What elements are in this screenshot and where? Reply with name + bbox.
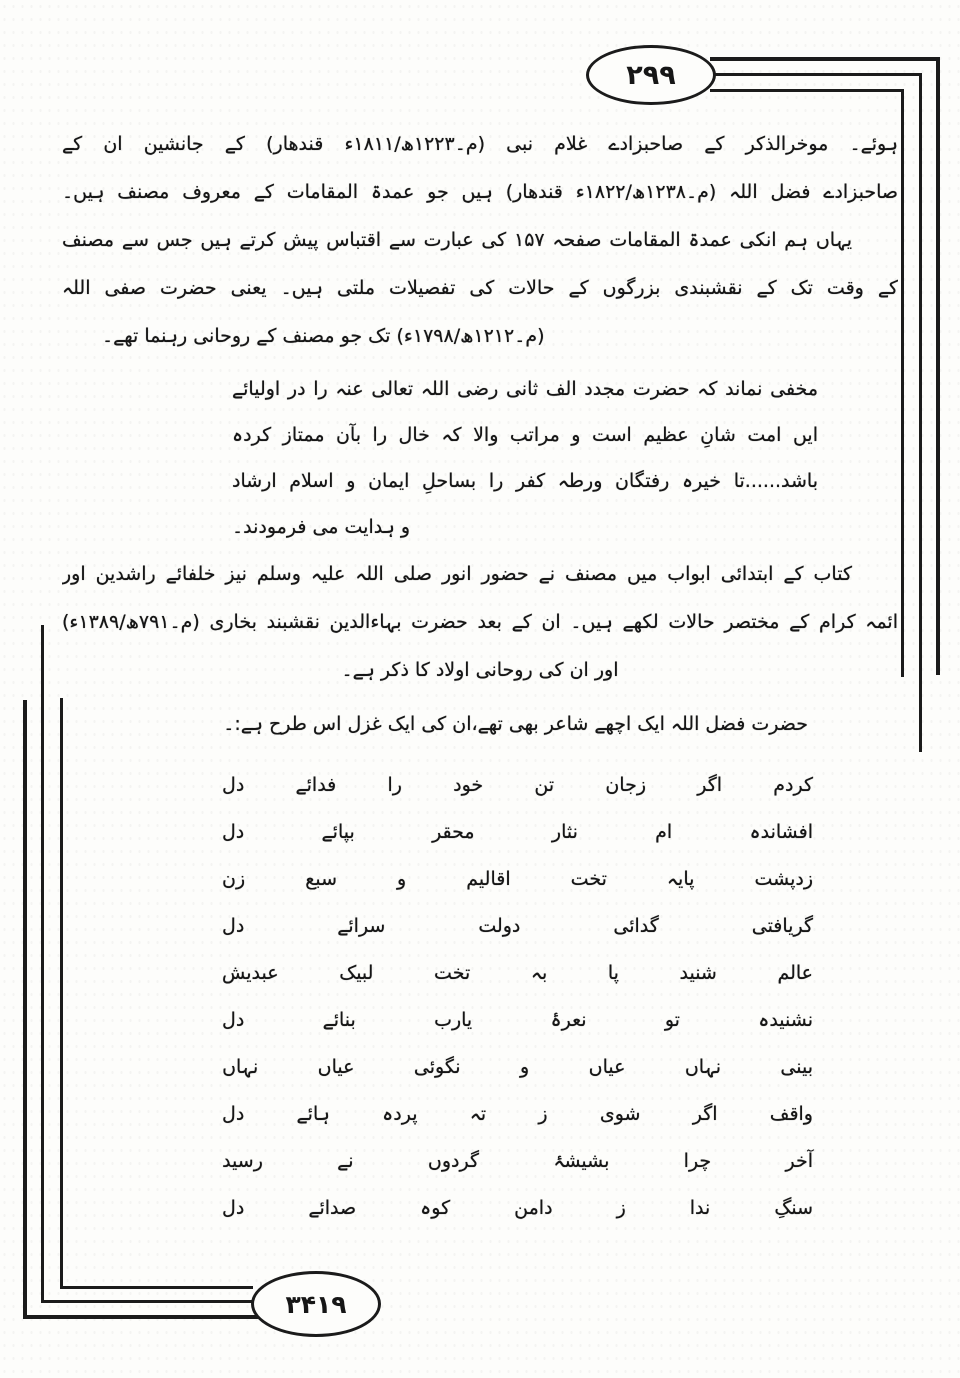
poem-word: لبیک <box>339 962 374 984</box>
quote-line1: مخفی نماند کہ حضرت مجدد الف ثانی رضی اللہ تعالی عنہ را در اولیائے <box>232 378 818 400</box>
poem-word: بہ <box>530 962 548 984</box>
page-text <box>62 120 898 1232</box>
poem-word: تہ <box>469 1103 487 1125</box>
poem-word: دل <box>222 821 245 843</box>
poem-word: عیاں <box>588 1056 626 1078</box>
top-page-number: ۲۹۹ <box>626 59 676 91</box>
quote-line2: ایں امت شانِ عظیم است و مراتب والا کہ خال را بآن ممتاز کردہ <box>232 424 818 446</box>
poem-word: دل <box>222 774 245 796</box>
poem-word: گریافتی <box>751 915 813 937</box>
frame-left-outer-line <box>23 700 27 1319</box>
poem-word: عبدیش <box>222 962 279 984</box>
poem-line <box>222 856 813 903</box>
poem-word: افشاندہ <box>749 821 813 843</box>
poem-word: یارب <box>434 1009 473 1031</box>
poem-word: را <box>387 774 402 796</box>
poem-line <box>222 762 813 809</box>
poem-word: اگر <box>697 774 723 796</box>
poem-word: سنگِ <box>774 1197 813 1219</box>
poem-word: تو <box>664 1009 680 1031</box>
poem-word: ز <box>616 1197 626 1219</box>
poem-line <box>222 903 813 950</box>
top-page-number-cartouche <box>586 45 716 105</box>
poem-word: فدائے <box>295 774 337 796</box>
para3-line1: کتاب کے ابتدائی ابواب میں مصنف نے حضور انور صلی اللہ علیہ وسلم نیز خلفائے راشدین اور <box>62 563 852 585</box>
poem-word: بنائے <box>322 1009 356 1031</box>
poem-word: سرائے <box>337 915 386 937</box>
poem-word: دل <box>222 915 245 937</box>
poem-word: ام <box>655 821 673 843</box>
poem-line <box>222 1138 813 1185</box>
poem-word: زن <box>222 868 246 890</box>
poem-word: اقالیم <box>466 868 511 890</box>
poem-word: تخت <box>434 962 471 984</box>
poem-word: واقف <box>769 1103 813 1125</box>
frame-top-inner-line <box>710 89 904 92</box>
poem-word: ز <box>538 1103 548 1125</box>
poem-word: پا <box>607 962 619 984</box>
poem-word: شنید <box>679 962 717 984</box>
poem-word: محقر <box>432 821 475 843</box>
poem-word: نہاں <box>684 1056 721 1078</box>
para1-line2: صاحبزادے فضل اللہ (م۔۱۲۳۸ھ/۱۸۲۲ء قندھار) ہیں جو عمدۃ المقامات کے معروف مصنف ہیں۔ <box>62 181 898 203</box>
frame-bottom-outer-line <box>23 1315 258 1319</box>
poem-word: نہاں <box>222 1056 259 1078</box>
poem-word: پردہ <box>382 1103 418 1125</box>
poem-line <box>222 1185 813 1232</box>
frame-bottom-middle-line <box>41 1300 255 1303</box>
poem-word: نثار <box>551 821 578 843</box>
poem-word: خود <box>453 774 484 796</box>
poem-word: دامن <box>514 1197 553 1219</box>
poem-word: شوی <box>599 1103 641 1125</box>
quote-line4: و ہدایت می فرمودند۔ <box>232 516 411 538</box>
frame-right-middle-line <box>919 73 922 752</box>
para3-line2: ائمہ کرام کے مختصر حالات لکھے ہیں۔ ان کے بعد حضرت بہاءالدین نقشبند بخاری (م۔۷۹۱ھ/۱۳۸۹ء) <box>62 611 898 633</box>
poem-word: زدپشت <box>754 868 813 890</box>
poem-word: نگوئی <box>413 1056 461 1078</box>
poem-word: نے <box>337 1150 354 1172</box>
para3-line3: اور ان کی روحانی اولاد کا ذکر ہے۔ <box>341 659 619 681</box>
frame-right-outer-line <box>936 57 940 675</box>
ghazal-poem <box>222 762 813 1232</box>
poem-word: اگر <box>692 1103 718 1125</box>
poem-word: رسید <box>222 1150 263 1172</box>
poem-line <box>222 950 813 997</box>
poem-word: دل <box>222 1197 245 1219</box>
poem-word: زجان <box>605 774 647 796</box>
poem-word: دل <box>222 1009 245 1031</box>
poem-word: عالم <box>777 962 813 984</box>
poem-word: گدائی <box>613 915 659 937</box>
bottom-page-number-cartouche <box>251 1271 381 1337</box>
poem-word: بپائے <box>321 821 355 843</box>
poem-word: ندا <box>689 1197 711 1219</box>
para2-line3: (م۔۱۲۱۲ھ/۱۷۹۸ء) تک جو مصنف کے روحانی رہنما تھے۔ <box>102 325 545 347</box>
poem-word: ہائے <box>296 1103 330 1125</box>
frame-top-middle-line <box>710 73 922 76</box>
poem-word: بینی <box>780 1056 813 1078</box>
poem-word: تن <box>534 774 555 796</box>
frame-left-middle-line <box>41 625 44 1303</box>
para2-line2: کے وقت تک کے نقشبندی بزرگوں کے حالات کی تفصیلات ملتی ہیں۔ یعنی حضرت صفی اللہ <box>62 277 898 299</box>
poem-word: گردوں <box>427 1150 480 1172</box>
poem-word: چرا <box>683 1150 712 1172</box>
poem-line <box>222 1091 813 1138</box>
poem-line <box>222 809 813 856</box>
poem-word: بشیشۂ <box>553 1150 610 1172</box>
quote-line3: باشد......تا خیرہ رفتگان ورطہ کفر را بساحلِ ایمان و اسلام ارشاد <box>232 470 818 492</box>
poem-line <box>222 997 813 1044</box>
poem-word: کردم <box>773 774 813 796</box>
frame-top-outer-line <box>710 57 940 61</box>
persian-quote-block <box>232 366 818 550</box>
para2-line1: یہاں ہم انکی عمدۃ المقامات صفحہ ۱۵۷ کی عبارت سے اقتباس پیش کرتے ہیں جس سے مصنف <box>62 229 852 251</box>
poem-word: دولت <box>478 915 521 937</box>
poem-word: نعرۂ <box>550 1009 587 1031</box>
poem-word: آخر <box>785 1150 813 1172</box>
ghazal-intro: حضرت فضل اللہ ایک اچھے شاعر بھی تھے،ان کی ایک غزل اس طرح ہے:۔ <box>223 713 808 735</box>
frame-right-inner-line <box>901 89 904 677</box>
poem-word: پایہ <box>666 868 695 890</box>
bottom-page-number: ۳۴۱۹ <box>285 1289 347 1319</box>
poem-word: نشنیدہ <box>758 1009 813 1031</box>
poem-word: کوہ <box>420 1197 451 1219</box>
poem-word: عیاں <box>317 1056 355 1078</box>
poem-word: صدائے <box>308 1197 357 1219</box>
poem-word: سبع <box>305 868 337 890</box>
poem-line <box>222 1044 813 1091</box>
poem-word: دل <box>222 1103 245 1125</box>
poem-word: و <box>397 868 407 890</box>
para1-line1: ہوئے۔ موخرالذکر کے صاحبزادے غلام نبی (م۔۱۲۲۳ھ/۱۸۱۱ء قندھار) کے جانشین ان کے <box>62 133 898 155</box>
poem-word: تخت <box>570 868 607 890</box>
frame-bottom-inner-line <box>60 1286 253 1289</box>
poem-word: و <box>520 1056 530 1078</box>
